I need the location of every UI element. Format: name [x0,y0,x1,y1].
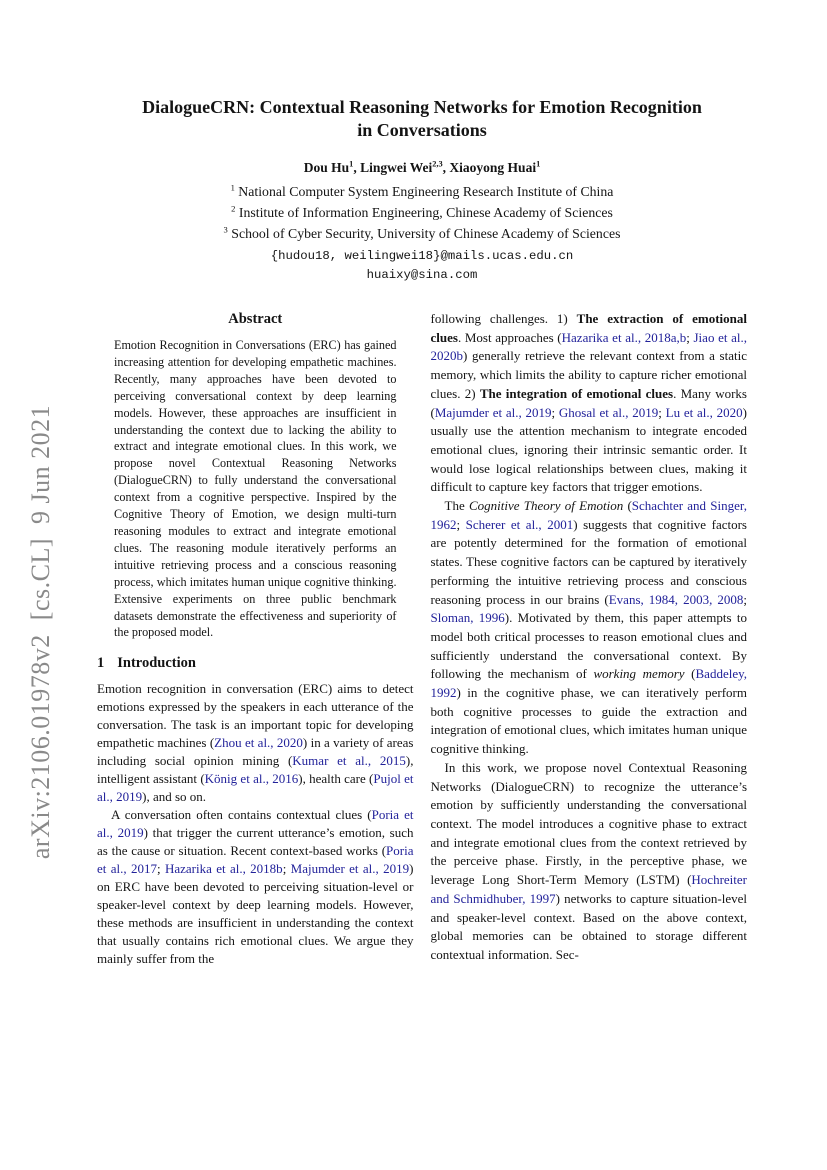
citation-link[interactable]: Scherer et al., 2001 [465,516,574,532]
intro-paragraph-2: A conversation often contains contextual clues (Poria et al., 2019) that trigger the current utterance’s emotion, such as the cause or situation. Recent context-based works (Poria et al., 2017; Hazarika et al., 2018b; Majumder et al., 2019) on ERC have been devoted to perceiving situation-level or speaker-level context by deep learning models. However, these methods are insufficient in understanding the context that usually contains rich emotional clues. We argue they mainly suffer from the [97,807,414,967]
section-number: 1 [97,655,105,672]
paper-title-line-2: in Conversations [357,120,487,140]
citation-link[interactable]: Jiao et al., 2020b [430,329,747,364]
citation-link[interactable]: Evans, 1984, 2003, 2008 [608,591,744,607]
citation-link[interactable]: Poria et al., 2017 [97,843,414,877]
two-column-body [97,310,747,968]
superscript-marker: 3 [223,224,228,235]
citation-link[interactable]: Kumar et al., 2015 [292,753,406,769]
email-line-1: {hudou18, weilingwei18}@mails.ucas.edu.cn [270,249,574,263]
left-column [97,310,414,968]
intro-paragraph-1: Emotion recognition in conversation (ERC) aims to detect emotions expressed by the speakers in each utterance of the conversation. The task is an important topic for developing empathetic machines (Zhou et al., 2020) in a variety of areas including social opinion mining (Kumar et al., 2015), intelligent assistant (König et al., 2016), health care (Pujol et al., 2019), and so on. [97,681,414,805]
citation-link[interactable]: Sloman, 1996 [430,610,505,626]
citation-link[interactable]: Zhou et al., 2020 [214,735,303,751]
superscript-marker: 1 [230,182,235,193]
citation-link[interactable]: Lu et al., 2020 [665,404,743,420]
right-paragraph-2: The Cognitive Theory of Emotion (Schachter and Singer, 1962; Scherer et al., 2001) suggests that cognitive factors are potently determined for the formation of emotional states. These cognitive factors can be captured by iteratively performing the intuitive retrieving process and conscious reasoning process in our brains (Evans, 1984, 2003, 2008; Sloman, 1996). Motivated by them, this paper attempts to model both critical processes to reason emotional clues and sufficiently understand the conversational context. By following the mechanism of working memory (Baddeley, 1992) in the cognitive phase, we can iteratively perform both cognitive processes to guide the extraction and integration of emotional clues, which imitates human unique cognitive thinking. [430,498,747,757]
affiliations [97,181,747,244]
superscript-marker: 2 [231,203,236,214]
affiliation-2: $^2$ Institute of Information Engineering, Chinese Academy of Sciences [231,203,613,220]
abstract-body: Emotion Recognition in Conversations (ERC) has gained increasing attention for developing empathetic machines. Recently, many approaches have been devoted to perceiving conversational context by deep learning models. However, these approaches are insufficient in understanding the context due to lacking the ability to extract and integrate emotional clues. In this work, we propose novel Contextual Reasoning Networks (DialogueCRN) to fully understand the conversational context from a cognitive perspective. Inspired by the Cognitive Theory of Emotion, we design multi-turn reasoning modules to extract and integrate emotional clues. The reasoning module iteratively performs an intuitive retrieving process and a conscious reasoning process, which imitates human unique cognitive thinking. Extensive experiments on three public benchmark datasets demonstrate the effectiveness and superiority of the proposed model. [114,338,397,640]
emails [97,247,747,285]
citation-link[interactable]: Hazarika et al., 2018a,b [561,329,687,345]
affiliation-3: $^3$ School of Cyber Security, University of Chinese Academy of Sciences [223,224,621,241]
citation-link[interactable]: Pujol et al., 2019 [97,771,414,805]
right-column [431,310,748,968]
citation-link[interactable]: Baddeley, 1992 [430,666,747,701]
arxiv-watermark: arXiv:2106.01978v2 [cs.CL] 9 Jun 2021 [26,404,55,860]
citation-link[interactable]: Hazarika et al., 2018b [164,861,283,877]
affiliation-1: $^1$ National Computer System Engineering Research Institute of China [230,182,614,199]
paper-title-line-1: DialogueCRN: Contextual Reasoning Networks for Emotion Recognition [142,97,702,117]
right-paragraph-1: following challenges. 1) The extraction of emotional clues. Most approaches (Hazarika et al., 2018a,b; Jiao et al., 2020b) generally retrieve the relevant context from a static memory, which limits the ability to capture richer emotional clues. 2) The integration of emotional clues. Many works (Majumder et al., 2019; Ghosal et al., 2019; Lu et al., 2020) usually use the attention mechanism to integrate encoded emotional clues, ignoring their intrinsic semantic order. It would lose logical relationships between clues, making it difficult to capture key factors that trigger emotions. [430,311,747,495]
email-line-2: huaixy@sina.com [366,268,478,282]
citation-link[interactable]: Ghosal et al., 2019 [558,404,659,420]
superscript-marker: 2,3 [432,159,443,169]
citation-link[interactable]: Majumder et al., 2019 [434,404,552,420]
superscript-marker: 1 [536,159,541,169]
author-line: Dou Hu$^1$, Lingwei Wei$^{2,3}$, Xiaoyong Huai$^1$ [303,159,541,175]
abstract-heading: Abstract [228,311,283,327]
section-heading-introduction [97,654,414,673]
citation-link[interactable]: Hochreiter and Schmidhuber, 1997 [430,872,747,906]
citation-link[interactable]: Poria et al., 2019 [97,807,414,841]
citation-link[interactable]: Majumder et al., 2019 [290,861,410,877]
right-paragraph-3: In this work, we propose novel Contextual Reasoning Networks (DialogueCRN) to recognize the utterance’s emotion by sufficiently understanding the conversational context. The model introduces a cognitive phase to extract and integrate emotional clues from the context retrieved by the perceive phase. Firstly, in the perceptive phase, we leverage Long Short-Term Memory (LSTM) (Hochreiter and Schmidhuber, 1997) networks to capture situation-level and speaker-level context. Based on the above context, global memories can be obtained to storage different contextual information. Sec- [430,759,747,962]
paper-content [97,0,747,968]
paper-title [97,96,747,142]
citation-link[interactable]: König et al., 2016 [204,771,299,787]
section-title: Introduction [117,655,196,672]
citation-link[interactable]: Schachter and Singer, 1962 [430,498,747,532]
superscript-marker: 1 [349,159,354,169]
